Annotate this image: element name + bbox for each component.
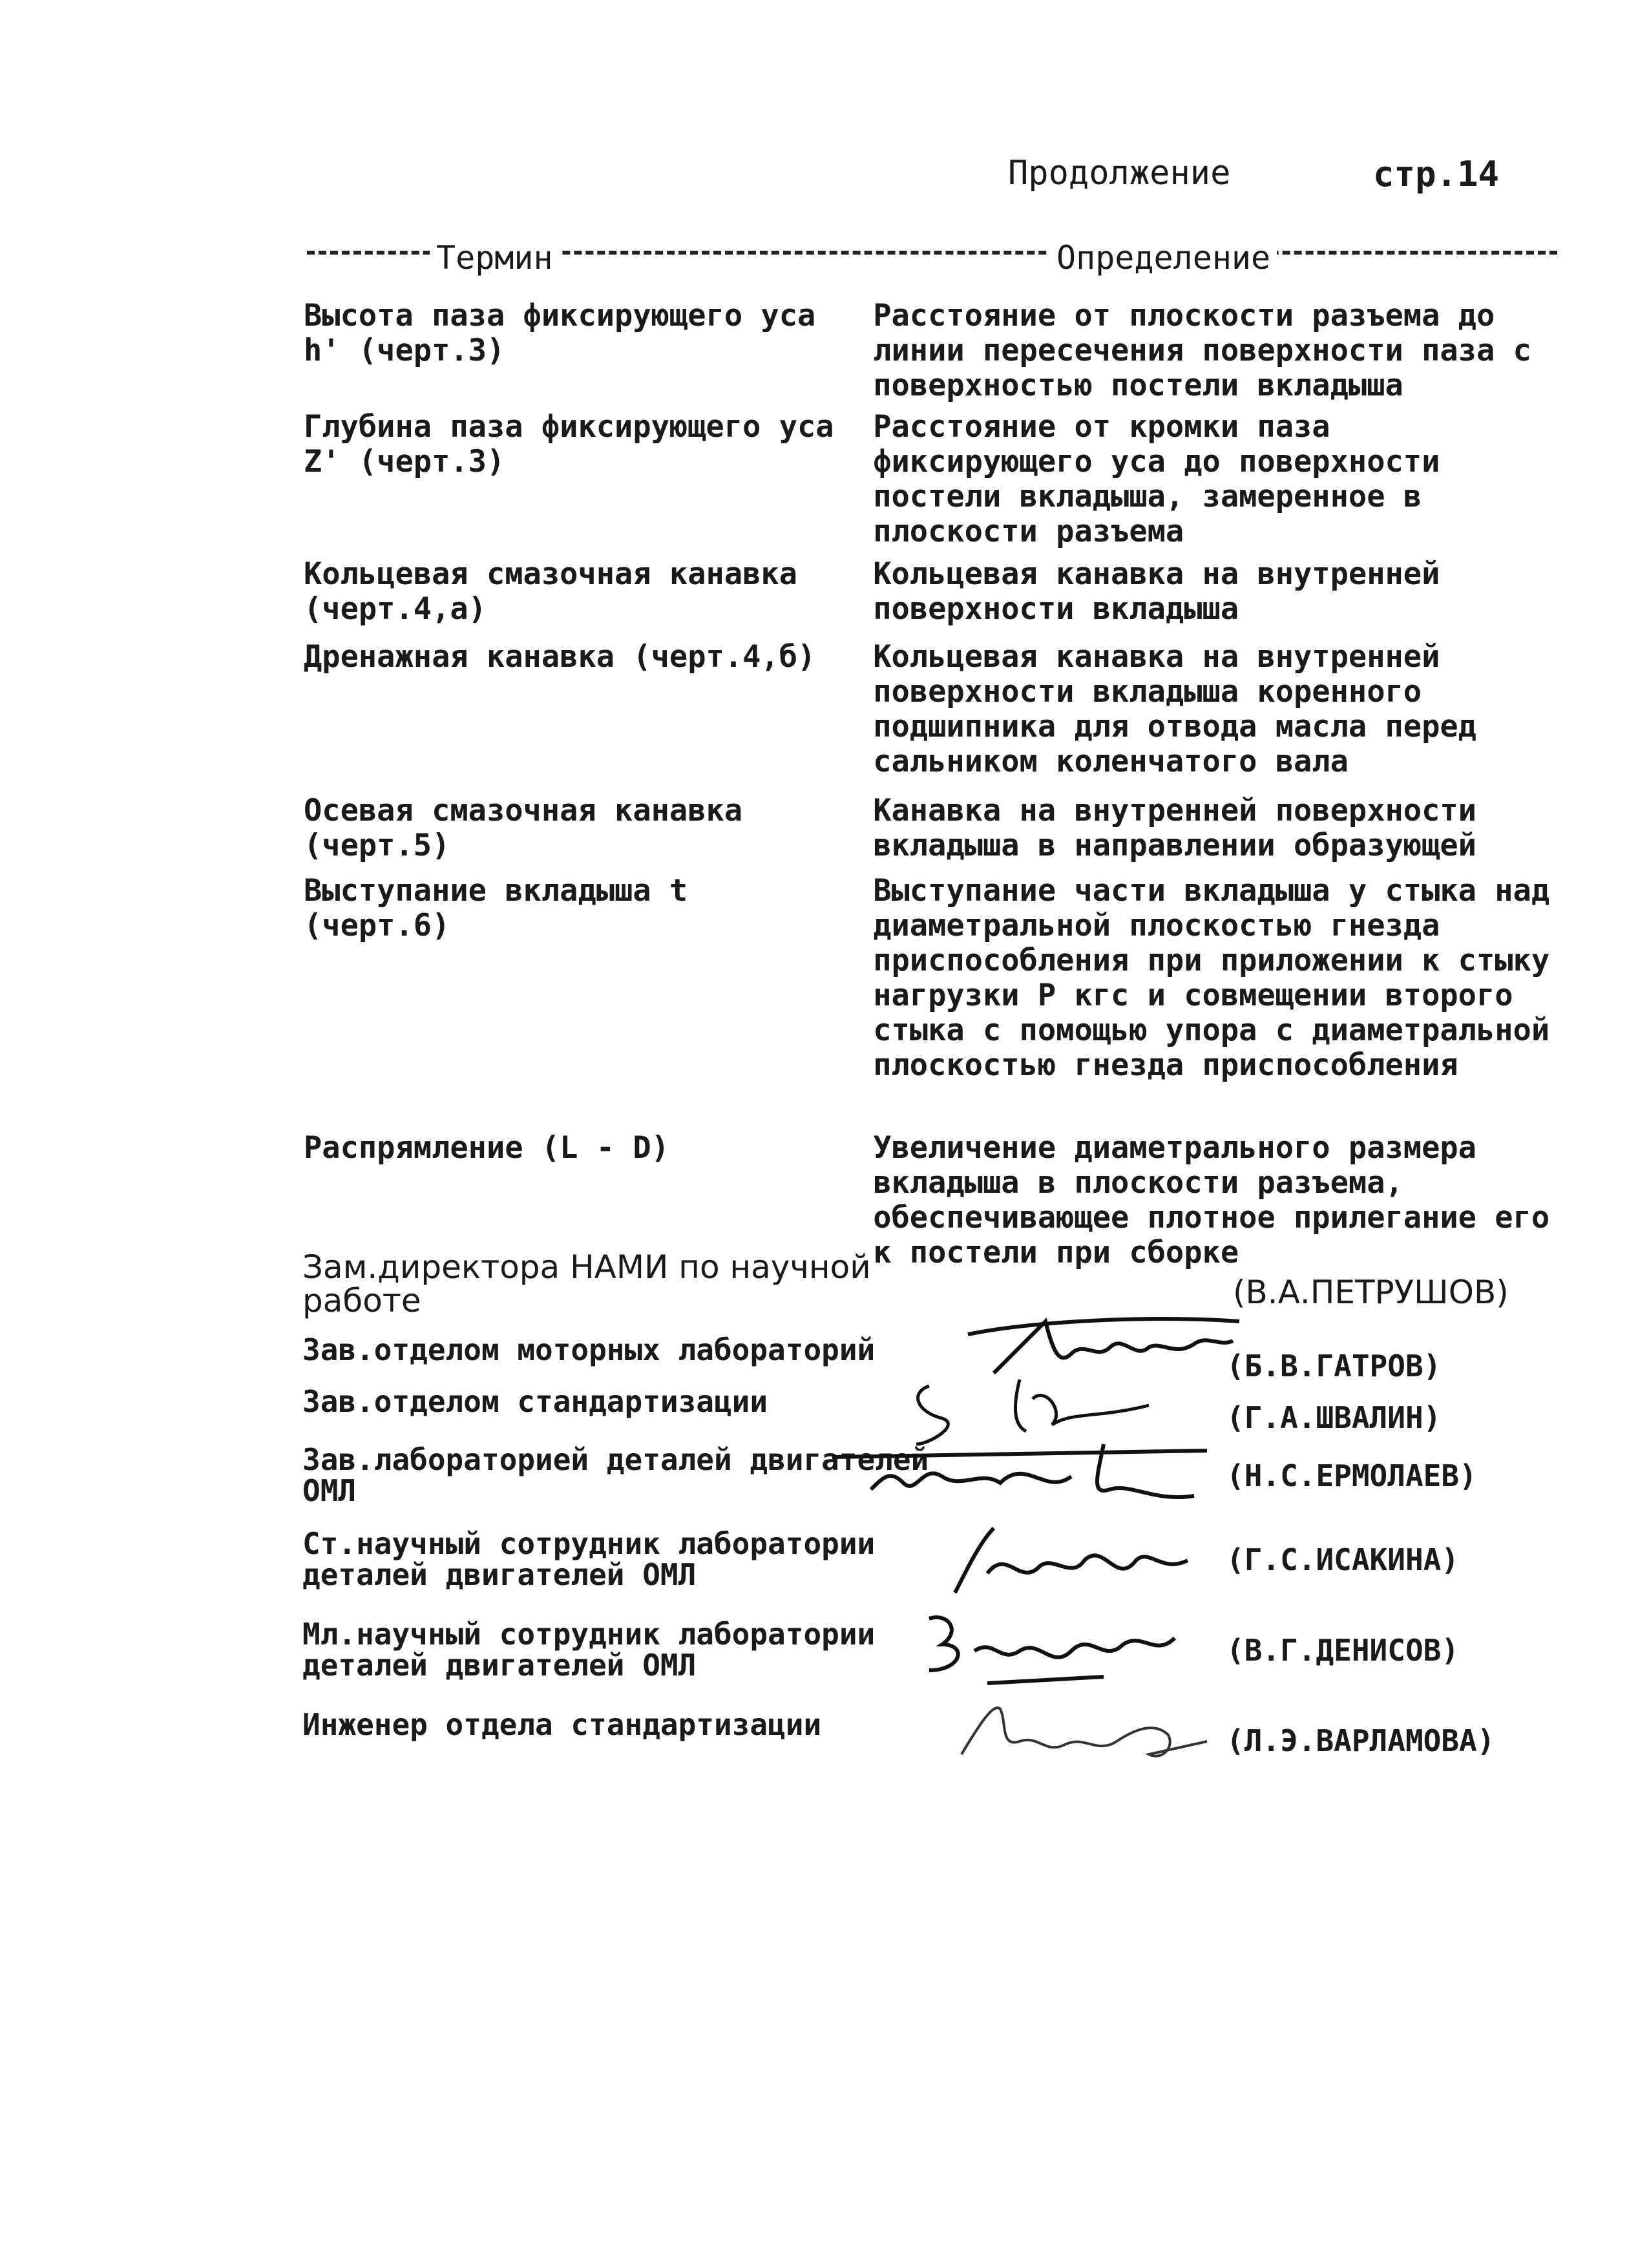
signature-row bbox=[302, 1619, 1582, 1709]
signatures-block bbox=[302, 1250, 1582, 1780]
page-header bbox=[1008, 154, 1525, 205]
signatory-position: Зав.лабораторией деталей двигателей ОМЛ bbox=[302, 1442, 929, 1508]
column-header-term: Термин bbox=[430, 239, 560, 277]
term-cell: Распрямление (L - D) bbox=[304, 1130, 669, 1166]
term-cell: Дренажная канавка (черт.4,б) bbox=[304, 639, 816, 675]
table-row bbox=[304, 793, 1564, 862]
handwritten-signature bbox=[910, 1599, 1194, 1690]
signatory-name: (Г.С.ИСАКИНА) bbox=[1226, 1542, 1460, 1577]
definition-cell: Кольцевая канавка на внутренней поверхности вкладыша коренного подшипника для отвода масла перед сальником коленчатого вала bbox=[873, 639, 1476, 779]
column-header-definition: Определение bbox=[1050, 239, 1277, 277]
handwritten-signature bbox=[955, 1296, 1265, 1386]
signatory-name: (Н.С.ЕРМОЛАЕВ) bbox=[1226, 1458, 1477, 1493]
continuation-label: Продолжение bbox=[1008, 154, 1231, 193]
handwritten-signature bbox=[949, 1683, 1220, 1774]
signatory-position: Зам.директора НАМИ по научной работе bbox=[302, 1248, 871, 1319]
signatory-position: Зав.отделом моторных лабораторий bbox=[302, 1332, 876, 1367]
definition-cell: Расстояние от кромки паза фиксирующего уса до поверхности постели вкладыша, замеренное в плоскости разъема bbox=[873, 409, 1440, 549]
table-row bbox=[304, 874, 1564, 1119]
handwritten-signature bbox=[916, 1515, 1213, 1606]
term-cell: Выступание вкладыша t (черт.6) bbox=[304, 873, 688, 943]
definition-cell: Увеличение диаметрального размера вкладыша в плоскости разъема, обеспечивающее плотное прилегание его к постели при сборке bbox=[873, 1130, 1550, 1270]
signatory-name: (В.Г.ДЕНИСОВ) bbox=[1226, 1633, 1460, 1668]
table-row bbox=[304, 640, 1564, 782]
table-row bbox=[304, 298, 1564, 403]
signatory-position: Мл.научный сотрудник лаборатории деталей двигателей ОМЛ bbox=[302, 1617, 876, 1683]
term-cell: Глубина паза фиксирующего уса Z' (черт.3) bbox=[304, 409, 834, 479]
term-cell: Осевая смазочная канавка (черт.5) bbox=[304, 793, 743, 863]
signatory-position: Инженер отдела стандартизации bbox=[302, 1707, 822, 1742]
terms-table bbox=[304, 299, 1564, 1272]
handwritten-signature bbox=[832, 1438, 1220, 1515]
signatory-name: (Г.А.ШВАЛИН) bbox=[1226, 1400, 1442, 1435]
table-row bbox=[304, 409, 1564, 549]
signature-row bbox=[302, 1250, 1582, 1334]
signatory-name: (Б.В.ГАТРОВ) bbox=[1226, 1349, 1442, 1383]
signature-row bbox=[302, 1386, 1582, 1444]
signature-row bbox=[302, 1709, 1582, 1780]
signatory-name: (В.А.ПЕТРУШОВ) bbox=[1233, 1274, 1509, 1311]
term-cell: Высота паза фиксирующего уса h' (черт.3) bbox=[304, 298, 816, 368]
definition-cell: Канавка на внутренней поверхности вкладыша в направлении образующей bbox=[873, 793, 1476, 863]
signatory-position: Зав.отделом стандартизации bbox=[302, 1384, 768, 1419]
definition-cell: Выступание части вкладыша у стыка над диаметральной плоскостью гнезда приспособления при приложении к стыку нагрузки P кгс и совмещении второго стыка с помощью упора с диаметральной плоскостью гнезда приспособления bbox=[873, 873, 1550, 1083]
signatory-name: (Л.Э.ВАРЛАМОВА) bbox=[1226, 1723, 1495, 1758]
term-cell: Кольцевая смазочная канавка (черт.4,а) bbox=[304, 556, 798, 627]
page-number: стр.14 bbox=[1373, 154, 1500, 194]
table-row bbox=[304, 1130, 1564, 1270]
signatory-position: Ст.научный сотрудник лаборатории деталей двигателей ОМЛ bbox=[302, 1526, 876, 1592]
definition-cell: Расстояние от плоскости разъема до линии пересечения поверхности паза с поверхностью постели вкладыша bbox=[873, 298, 1531, 403]
table-row bbox=[304, 557, 1564, 628]
definition-cell: Кольцевая канавка на внутренней поверхности вкладыша bbox=[873, 556, 1440, 627]
